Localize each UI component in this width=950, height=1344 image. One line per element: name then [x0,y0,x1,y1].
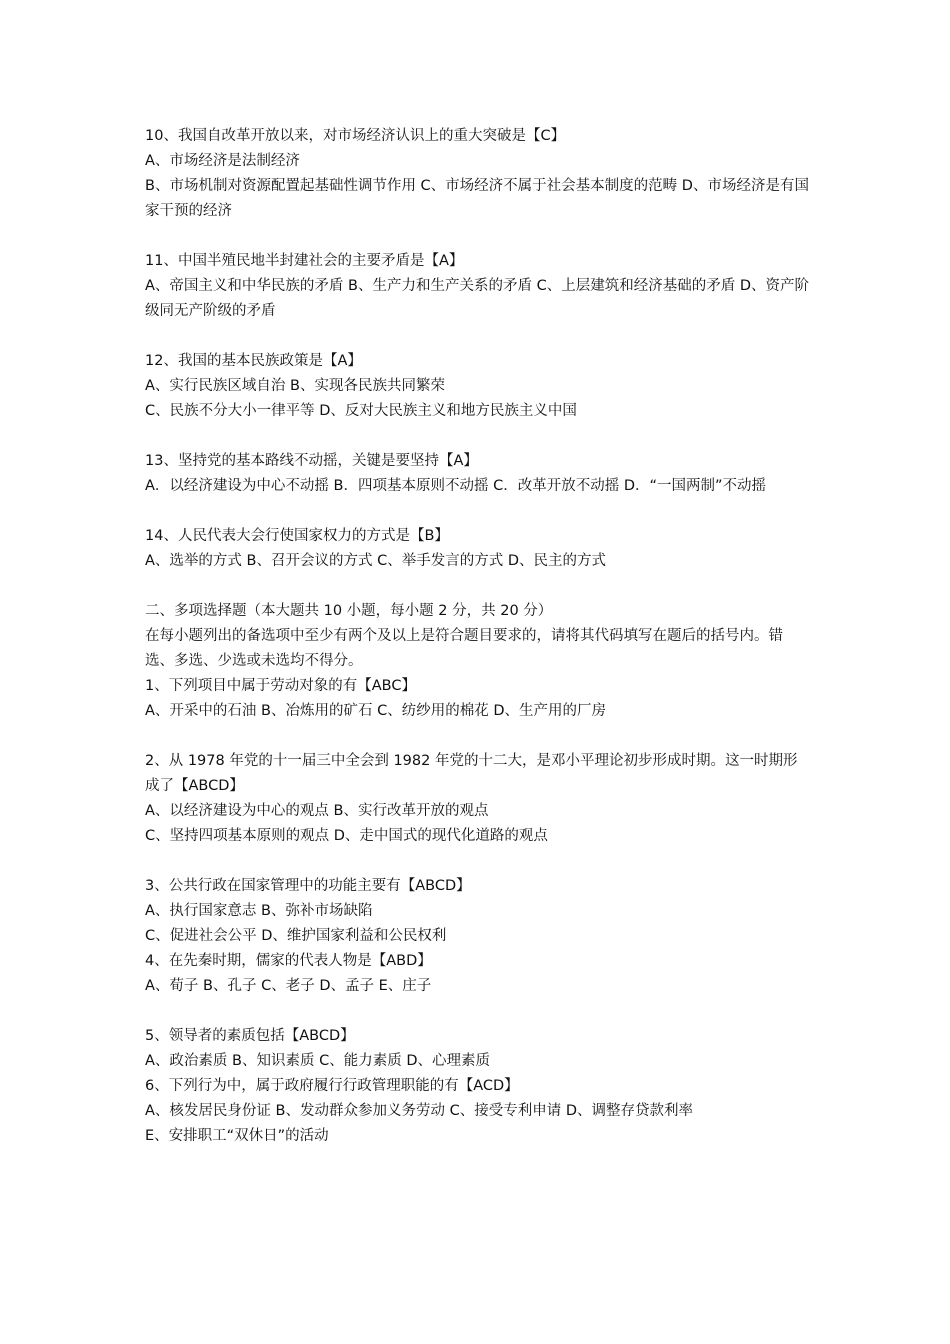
question-option: A、荀子 B、孔子 C、老子 D、孟子 E、庄子 [145,978,432,994]
question-option: C、民族不分大小一律平等 D、反对大民族主义和地方民族主义中国 [145,403,577,419]
question-option: A、帝国主义和中华民族的矛盾 B、生产力和生产关系的矛盾 C、上层建筑和经济基础的矛盾 D、资产阶级同无产阶级的矛盾 [145,278,809,319]
question-option: A、核发居民身份证 B、发动群众参加义务劳动 C、接受专利申请 D、调整存贷款利率 [145,1103,693,1119]
question-option: A、选举的方式 B、召开会议的方式 C、举手发言的方式 D、民主的方式 [145,553,606,569]
question-11 [145,249,810,324]
question-stem: 5、领导者的素质包括【ABCD】 [145,1028,355,1044]
question-option: A．以经济建设为中心不动摇 B．四项基本原则不动摇 C．改革开放不动摇 D．“一国两制”不动摇 [145,478,767,494]
question-stem: 12、我国的基本民族政策是【A】 [145,353,362,369]
multi-question-2 [145,749,810,849]
question-stem: 6、下列行为中，属于政府履行行政管理职能的有【ACD】 [145,1078,519,1094]
section-instructions: 在每小题列出的备选项中至少有两个及以上是符合题目要求的，请将其代码填写在题后的括号内。错选、多选、少选或未选均不得分。 [145,628,783,669]
document-body [145,124,810,1149]
question-stem: 2、从 1978 年党的十一届三中全会到 1982 年党的十二大，是邓小平理论初步形成时期。这一时期形成了【ABCD】 [145,753,798,794]
question-stem: 13、坚持党的基本路线不动摇，关键是要坚持【A】 [145,453,478,469]
question-option: E、安排职工“双休日”的活动 [145,1128,329,1144]
question-12 [145,349,810,424]
question-option: C、促进社会公平 D、维护国家利益和公民权利 [145,928,447,944]
question-13 [145,449,810,499]
question-stem: 14、人民代表大会行使国家权力的方式是【B】 [145,528,449,544]
question-option: A、开采中的石油 B、冶炼用的矿石 C、纺纱用的棉花 D、生产用的厂房 [145,703,606,719]
question-option: A、实行民族区域自治 B、实现各民族共同繁荣 [145,378,445,394]
section-multiple-choice [145,599,810,724]
multi-question-3-4 [145,874,810,999]
question-option: A、以经济建设为中心的观点 B、实行改革开放的观点 [145,803,489,819]
question-stem: 10、我国自改革开放以来，对市场经济认识上的重大突破是【C】 [145,128,566,144]
question-stem: 4、在先秦时期，儒家的代表人物是【ABD】 [145,953,432,969]
question-10 [145,124,810,224]
question-stem: 3、公共行政在国家管理中的功能主要有【ABCD】 [145,878,471,894]
question-option: A、市场经济是法制经济 [145,153,300,169]
question-option: B、市场机制对资源配置起基础性调节作用 C、市场经济不属于社会基本制度的范畴 D、市场经济是有国家干预的经济 [145,178,809,219]
question-option: A、政治素质 B、知识素质 C、能力素质 D、心理素质 [145,1053,490,1069]
question-14 [145,524,810,574]
section-heading: 二、多项选择题（本大题共 10 小题，每小题 2 分，共 20 分） [145,603,553,619]
question-stem: 11、中国半殖民地半封建社会的主要矛盾是【A】 [145,253,464,269]
question-option: A、执行国家意志 B、弥补市场缺陷 [145,903,373,919]
question-stem: 1、下列项目中属于劳动对象的有【ABC】 [145,678,416,694]
question-option: C、坚持四项基本原则的观点 D、走中国式的现代化道路的观点 [145,828,548,844]
multi-question-5-6 [145,1024,810,1149]
